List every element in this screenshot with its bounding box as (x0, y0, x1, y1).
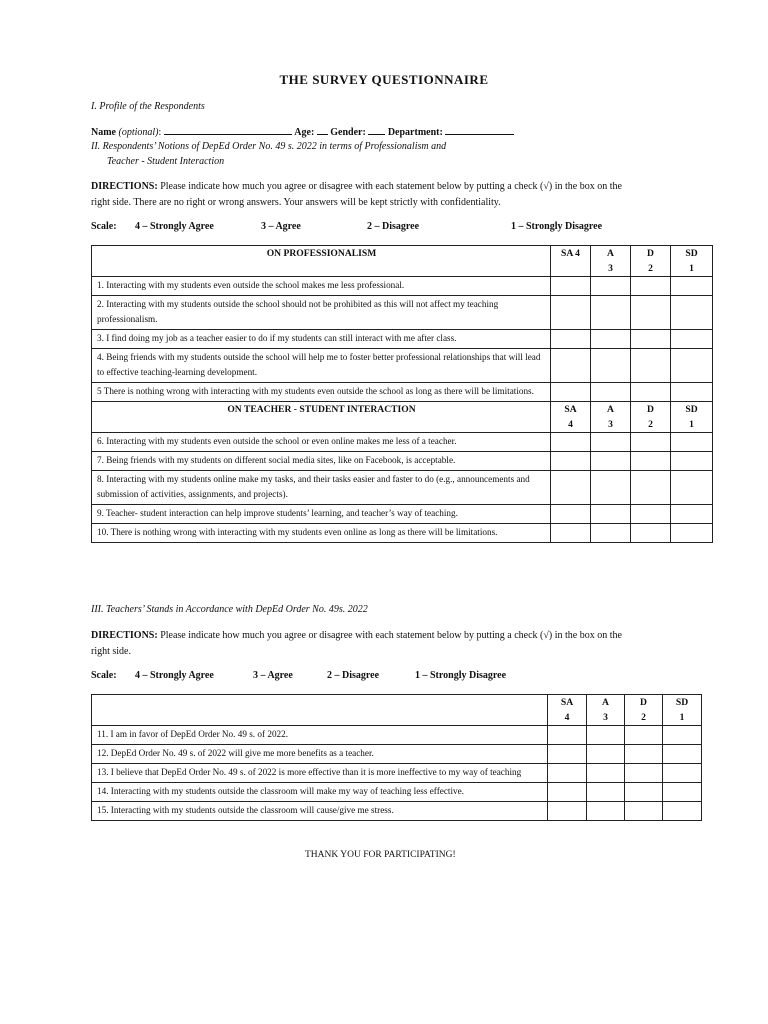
table-row (92, 802, 702, 821)
checkbox-sd[interactable] (671, 471, 713, 505)
table-row (92, 433, 713, 452)
checkbox-d[interactable] (631, 471, 671, 505)
table-row (92, 277, 713, 296)
scale-legend-2 (91, 670, 711, 684)
scale-column-header (671, 402, 713, 433)
checkbox-sa[interactable] (551, 505, 591, 524)
scale-column-header (591, 246, 631, 277)
scale-value: 4 (564, 712, 570, 723)
checkbox-a[interactable] (591, 330, 631, 349)
scale-strongly-agree: 4 – Strongly Agree (135, 670, 214, 681)
checkbox-sd[interactable] (671, 296, 713, 330)
checkbox-sd[interactable] (663, 726, 702, 745)
table-row (92, 383, 713, 402)
scale-column-header (551, 246, 591, 277)
checkbox-sd[interactable] (671, 452, 713, 471)
table-row (92, 471, 713, 505)
notions-table (91, 245, 713, 543)
checkbox-d[interactable] (625, 764, 663, 783)
scale-code: A (607, 248, 614, 259)
scale-column-header (548, 695, 587, 726)
scale-label: Scale: (91, 221, 117, 232)
scale-column-header (591, 402, 631, 433)
checkbox-sa[interactable] (551, 349, 591, 383)
statement-cell: 3. I find doing my job as a teacher easier to do if my students can still interact with me after class. (92, 330, 551, 349)
checkbox-a[interactable] (591, 296, 631, 330)
statement-cell: 12. DepEd Order No. 49 s. of 2022 will give me more benefits as a teacher. (92, 745, 548, 764)
age-field[interactable] (317, 125, 328, 135)
scale-code: A (607, 404, 614, 415)
checkbox-sa[interactable] (551, 471, 591, 505)
section-stands-heading: III. Teachers’ Stands in Accordance with DepEd Order No. 49s. 2022 (91, 604, 368, 615)
scale-value: 3 (608, 263, 613, 274)
checkbox-sa[interactable] (548, 745, 587, 764)
scale-column-header (663, 695, 702, 726)
section-notions-heading-2: Teacher - Student Interaction (107, 156, 225, 167)
checkbox-sd[interactable] (663, 764, 702, 783)
checkbox-d[interactable] (631, 524, 671, 543)
checkbox-sd[interactable] (671, 433, 713, 452)
scale-disagree: 2 – Disagree (367, 221, 420, 232)
checkbox-a[interactable] (591, 505, 631, 524)
name-label: Name (91, 127, 116, 138)
scale-column-header (631, 402, 671, 433)
optional-label: (optional) (118, 127, 159, 138)
scale-strongly-disagree: 1 – Strongly Disagree (415, 670, 507, 681)
directions-label: DIRECTIONS: (91, 630, 158, 641)
checkbox-a[interactable] (587, 802, 625, 821)
directions-1 (91, 181, 622, 192)
checkbox-sd[interactable] (671, 383, 713, 402)
name-field[interactable] (164, 125, 292, 135)
checkbox-sd[interactable] (663, 783, 702, 802)
scale-value: 2 (641, 712, 646, 723)
statement-cell: 5 There is nothing wrong with interacting with my students even outside the school as long as there will be limitations. (92, 383, 551, 402)
scale-value: 1 (679, 712, 685, 723)
checkbox-d[interactable] (631, 505, 671, 524)
checkbox-sa[interactable] (551, 452, 591, 471)
table-row (92, 764, 702, 783)
gender-label: Gender: (330, 127, 366, 138)
checkbox-sa[interactable] (548, 802, 587, 821)
table-row (92, 505, 713, 524)
checkbox-a[interactable] (591, 452, 631, 471)
statement-cell: 2. Interacting with my students outside the school should not be prohibited as this will not affect my teaching professionalism. (92, 296, 551, 330)
checkbox-a[interactable] (587, 783, 625, 802)
statement-cell: 15. Interacting with my students outside the classroom will cause/give me stress. (92, 802, 548, 821)
statement-cell: 6. Interacting with my students even outside the school or even online makes me less of a teacher. (92, 433, 551, 452)
checkbox-sd[interactable] (671, 505, 713, 524)
table-header-row (92, 402, 713, 433)
department-label: Department: (387, 127, 443, 138)
checkbox-d[interactable] (631, 452, 671, 471)
checkbox-sa[interactable] (551, 296, 591, 330)
scale-legend-1 (91, 221, 711, 235)
checkbox-sa[interactable] (548, 764, 587, 783)
checkbox-a[interactable] (591, 277, 631, 296)
directions-text: Please indicate how much you agree or disagree with each statement below by putting a check (√) in the box on the (160, 630, 622, 641)
statement-cell: 4. Being friends with my students outside the school will help me to foster better professional relationships that will lead to effective teaching-learning development. (92, 349, 551, 383)
checkbox-d[interactable] (631, 349, 671, 383)
statement-cell: 1. Interacting with my students even outside the school makes me less professional. (92, 277, 551, 296)
scale-code: SD (685, 248, 698, 259)
section-title-professionalism: ON PROFESSIONALISM (92, 246, 551, 277)
checkbox-sd[interactable] (671, 277, 713, 296)
checkbox-sa[interactable] (551, 433, 591, 452)
checkbox-a[interactable] (591, 524, 631, 543)
checkbox-sa[interactable] (551, 383, 591, 402)
table-row (92, 296, 713, 330)
checkbox-d[interactable] (631, 277, 671, 296)
checkbox-d[interactable] (631, 433, 671, 452)
checkbox-a[interactable] (587, 726, 625, 745)
checkbox-a[interactable] (591, 349, 631, 383)
directions-1-line-2: right side. There are no right or wrong answers. Your answers will be kept strictly with confidentiality. (91, 197, 501, 208)
scale-value: 3 (608, 419, 613, 430)
table-row (92, 783, 702, 802)
scale-label: Scale: (91, 670, 117, 681)
statement-cell: 11. I am in favor of DepEd Order No. 49 s. of 2022. (92, 726, 548, 745)
scale-code: D (647, 404, 654, 415)
table-row (92, 349, 713, 383)
scale-code: D (640, 697, 647, 708)
checkbox-sd[interactable] (671, 349, 713, 383)
section-notions-heading: II. Respondents’ Notions of DepEd Order No. 49 s. 2022 in terms of Professionalism and (91, 141, 447, 152)
section-profile-heading: I. Profile of the Respondents (91, 101, 205, 112)
statement-cell: 9. Teacher- student interaction can help improve students’ learning, and teacher’s way of teaching. (92, 505, 551, 524)
checkbox-sa[interactable] (548, 726, 587, 745)
scale-value: 4 (568, 419, 573, 430)
checkbox-d[interactable] (631, 330, 671, 349)
scale-column-header (551, 402, 591, 433)
checkbox-d[interactable] (625, 726, 663, 745)
table-header-row (92, 246, 713, 277)
directions-2 (91, 630, 622, 641)
scale-value (553, 261, 588, 276)
scale-code: SA 4 (561, 248, 580, 259)
checkbox-sd[interactable] (671, 330, 713, 349)
directions-label: DIRECTIONS: (91, 181, 158, 192)
checkbox-d[interactable] (625, 745, 663, 764)
department-field[interactable] (445, 125, 514, 135)
checkbox-sa[interactable] (551, 277, 591, 296)
scale-code: A (602, 697, 609, 708)
scale-code: SA (564, 404, 577, 415)
scale-code: SA (560, 697, 574, 708)
checkbox-a[interactable] (591, 471, 631, 505)
age-label: Age: (294, 127, 315, 138)
scale-agree: 3 – Agree (261, 221, 301, 232)
scale-value: 2 (648, 263, 653, 274)
checkbox-sd[interactable] (663, 802, 702, 821)
checkbox-a[interactable] (591, 433, 631, 452)
gender-field[interactable] (368, 125, 385, 135)
section-title-interaction: ON TEACHER - STUDENT INTERACTION (92, 402, 551, 433)
statement-cell: 7. Being friends with my students on different social media sites, like on Facebook, is acceptable. (92, 452, 551, 471)
table-row (92, 745, 702, 764)
table-header-row (92, 695, 702, 726)
table-row (92, 726, 702, 745)
statement-cell: 10. There is nothing wrong with interacting with my students even online as long as there will be limitations. (92, 524, 551, 543)
scale-column-header (587, 695, 625, 726)
profile-line: Name (optional): Age: Gender: Department: (91, 125, 514, 138)
scale-value: 1 (689, 419, 694, 430)
statement-cell: 8. Interacting with my students online make my tasks, and their tasks easier and faster to do (e.g., announcements and submission of activities, assignments, and projects). (92, 471, 551, 505)
checkbox-a[interactable] (587, 764, 625, 783)
scale-column-header (625, 695, 663, 726)
scale-agree: 3 – Agree (253, 670, 293, 681)
table-row (92, 524, 713, 543)
checkbox-d[interactable] (625, 783, 663, 802)
scale-strongly-agree: 4 – Strongly Agree (135, 221, 214, 232)
statement-cell: 14. Interacting with my students outside the classroom will make my way of teaching less effective. (92, 783, 548, 802)
table-row (92, 330, 713, 349)
scale-code: SD (685, 404, 698, 415)
checkbox-a[interactable] (587, 745, 625, 764)
checkbox-sd[interactable] (663, 745, 702, 764)
checkbox-d[interactable] (625, 802, 663, 821)
table-row (92, 452, 713, 471)
checkbox-d[interactable] (631, 383, 671, 402)
scale-column-header (671, 246, 713, 277)
scale-value: 3 (603, 712, 608, 723)
scale-disagree: 2 – Disagree (327, 670, 380, 681)
checkbox-d[interactable] (631, 296, 671, 330)
checkbox-sa[interactable] (551, 330, 591, 349)
thank-you-note: THANK YOU FOR PARTICIPATING! (305, 850, 456, 860)
checkbox-sa[interactable] (548, 783, 587, 802)
page-title: THE SURVEY QUESTIONNAIRE (279, 72, 489, 87)
checkbox-sa[interactable] (551, 524, 591, 543)
checkbox-sd[interactable] (671, 524, 713, 543)
stands-table (91, 694, 702, 821)
directions-text: Please indicate how much you agree or disagree with each statement below by putting a check (√) in the box on the (160, 181, 622, 192)
scale-strongly-disagree: 1 – Strongly Disagree (511, 221, 603, 232)
scale-code: SD (675, 697, 689, 708)
blank-header-cell (92, 695, 548, 726)
scale-value: 2 (648, 419, 653, 430)
scale-code: D (647, 248, 654, 259)
statement-cell: 13. I believe that DepEd Order No. 49 s. of 2022 is more effective than it is more ineffective to my way of teaching (92, 764, 548, 783)
scale-column-header (631, 246, 671, 277)
checkbox-a[interactable] (591, 383, 631, 402)
directions-2-line-2: right side. (91, 646, 131, 657)
scale-value: 1 (689, 263, 694, 274)
